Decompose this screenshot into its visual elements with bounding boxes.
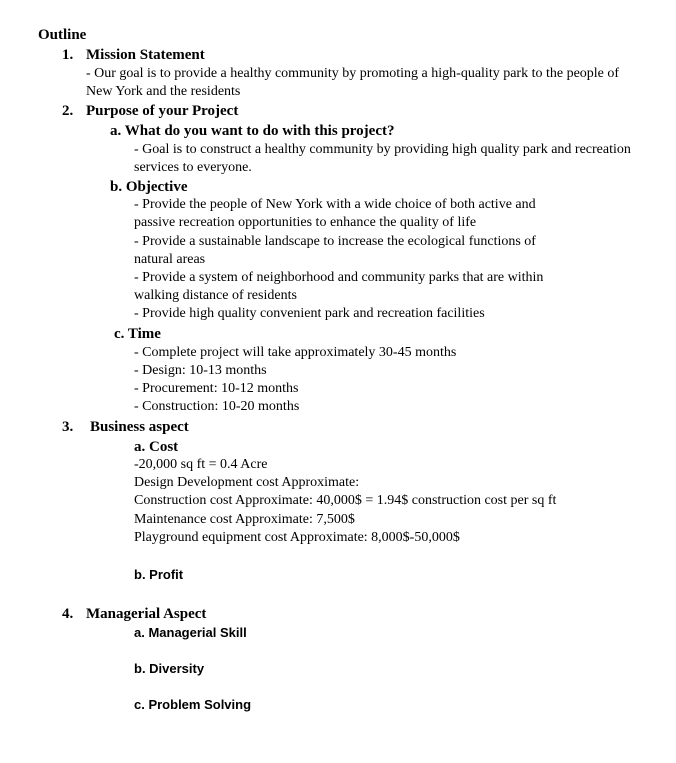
objective-line: natural areas xyxy=(134,252,206,267)
cost-line: Construction cost Approximate: 40,000$ = 1.94$ construction cost per sq ft xyxy=(134,493,557,508)
objective-line: walking distance of residents xyxy=(134,288,297,303)
cost-line: Maintenance cost Approximate: 7,500$ xyxy=(134,512,355,527)
section-number: 1. xyxy=(62,47,74,63)
objective-line: - Provide the people of New York with a wide choice of both active and xyxy=(134,197,536,212)
mission-text-line: - Our goal is to provide a healthy community by promoting a high-quality park to the people of xyxy=(86,66,620,81)
cost-line: Playground equipment cost Approximate: 8,000$-50,000$ xyxy=(134,530,460,545)
section-managerial-heading xyxy=(62,605,206,623)
purpose-a-line: - Goal is to construct a healthy community by providing high quality park and recreation xyxy=(134,142,631,157)
section-title: Managerial Aspect xyxy=(86,606,207,622)
purpose-b-heading: b. Objective xyxy=(110,179,188,195)
section-title: Mission Statement xyxy=(86,47,205,63)
purpose-c-heading: c. Time xyxy=(114,326,161,342)
mission-text-line: New York and the residents xyxy=(86,84,241,99)
managerial-item: a. Managerial Skill xyxy=(134,625,247,640)
cost-line: -20,000 sq ft = 0.4 Acre xyxy=(134,457,268,472)
time-line: - Construction: 10-20 months xyxy=(134,399,300,414)
objective-line: - Provide a sustainable landscape to increase the ecological functions of xyxy=(134,234,536,249)
business-a-heading: a. Cost xyxy=(134,439,179,455)
time-line: - Design: 10-13 months xyxy=(134,363,267,378)
section-mission-heading xyxy=(62,46,205,64)
section-business-heading xyxy=(62,418,189,436)
managerial-item: b. Diversity xyxy=(134,661,205,676)
business-b-heading: b. Profit xyxy=(134,567,184,582)
time-line: - Complete project will take approximately 30-45 months xyxy=(134,345,457,360)
section-purpose-heading xyxy=(62,102,238,120)
purpose-a-heading: a. What do you want to do with this project? xyxy=(110,123,395,139)
section-number: 4. xyxy=(62,606,74,622)
outline-title: Outline xyxy=(38,27,87,43)
section-title: Business aspect xyxy=(90,419,189,435)
section-number: 2. xyxy=(62,103,74,119)
purpose-a-line: services to everyone. xyxy=(134,160,252,175)
section-number: 3. xyxy=(62,419,74,435)
objective-line: passive recreation opportunities to enhance the quality of life xyxy=(134,215,477,230)
objective-line: - Provide a system of neighborhood and community parks that are within xyxy=(134,270,544,285)
cost-line: Design Development cost Approximate: xyxy=(134,475,360,490)
time-line: - Procurement: 10-12 months xyxy=(134,381,299,396)
managerial-item: c. Problem Solving xyxy=(134,697,252,712)
objective-line: - Provide high quality convenient park and recreation facilities xyxy=(134,306,485,321)
section-title: Purpose of your Project xyxy=(86,103,239,119)
